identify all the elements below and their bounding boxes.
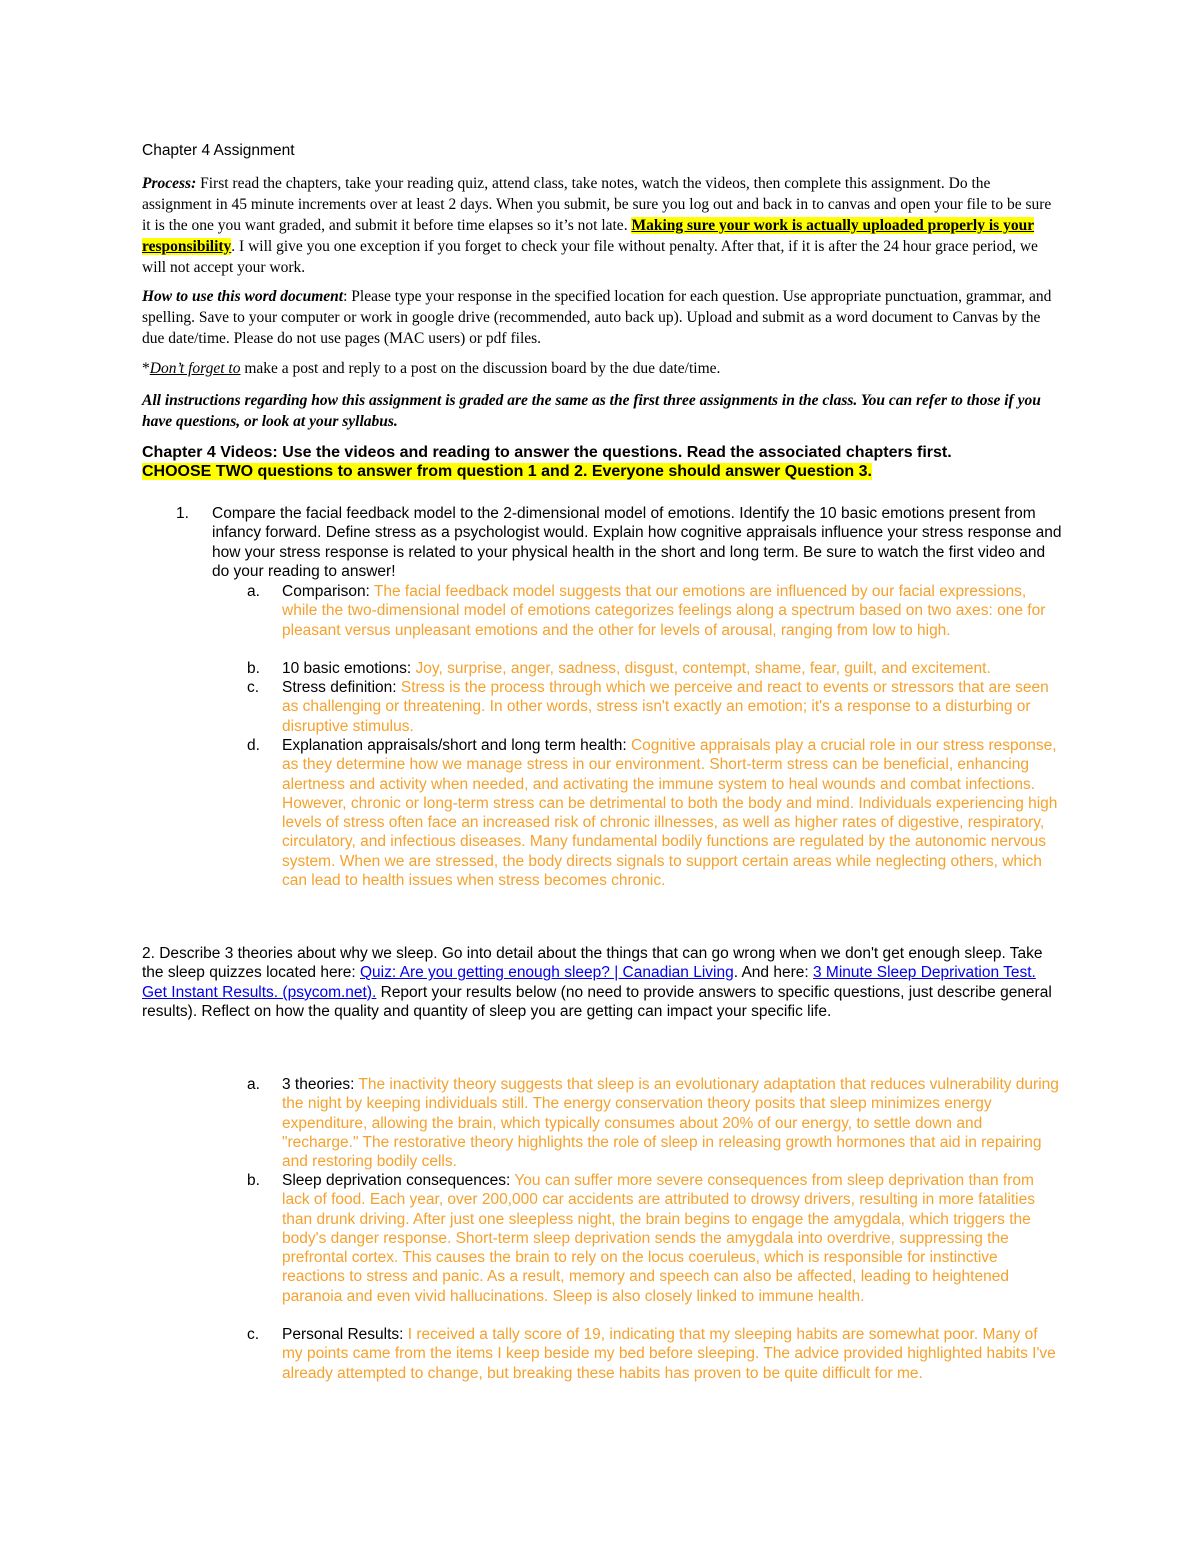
reminder-text: make a post and reply to a post on the discussion board by the due date/time. (240, 360, 721, 377)
q2-prompt-text: 2. Describe 3 theories about why we sleep. Go into detail about the things that can go wrong when we don't get enough sleep. Take the sleep quizzes located here: (142, 945, 1043, 982)
q2-prompt-end: Report your results below (no need to provide answers to specific questions, just describe general results). Reflect on how the quality and quantity of sleep you are getting can impact your specific life. (142, 983, 1052, 1020)
q2-item-a-answer: The inactivity theory suggests that sleep is an evolutionary adaptation that reduces vulnerability during the night by keeping individuals still. The energy conservation theory posits that sleep minimizes energy expenditure, allowing the brain, which typically consumes about 20% of our energy, to settle down and "recharge." The restorative theory highlights the role of sleep in releasing growth hormones that aid in repairing and restoring bodily cells. (282, 1076, 1059, 1171)
process-label: Process: (142, 175, 197, 192)
q1-item-a-letter: a. (247, 583, 260, 600)
grading-note: All instructions regarding how this assignment is graded are the same as the first three assignments in the class. You can refer to those if you have questions, or look at your syllabus. (142, 392, 1041, 430)
process-paragraph (142, 173, 1060, 278)
q1-item-c-letter: c. (247, 679, 260, 696)
reminder-star: * (142, 360, 150, 377)
q2-prompt-and: . And here: (733, 964, 813, 982)
q2-item-a-label: 3 theories: (282, 1076, 359, 1093)
q1-item-b-answer: Joy, surprise, anger, sadness, disgust, contempt, shame, fear, guilt, and excitement. (415, 660, 991, 677)
q1-item-d-letter: d. (247, 737, 260, 754)
process-text: First read the chapters, take your reading quiz, attend class, take notes, watch the videos, then complete this assignment. Do the assignment in 45 minute increments over at least 2 days. When you submit, be sure you log out and back in to canvas and open your file to be sure it is the one you want graded, and submit it before time elapses so it’s not late. (142, 175, 1052, 234)
q1-item-a-label: Comparison: (282, 583, 374, 600)
q1-item-d-label: Explanation appraisals/short and long term health: (282, 737, 631, 754)
q1-item-b-label: 10 basic emotions: (282, 660, 416, 677)
q2-item-a-letter: a. (247, 1076, 260, 1093)
q2-item-c-letter: c. (247, 1326, 260, 1343)
canadian-living-quiz-link[interactable]: Quiz: Are you getting enough sleep? | Canadian Living (360, 964, 734, 982)
document-title: Chapter 4 Assignment (142, 142, 295, 159)
q1-item-c-answer: Stress is the process through which we perceive and react to events or stressors that are seen as challenging or threatening. In other words, stress isn't exactly an emotion; it's a response to a disturbing or disruptive stimulus. (282, 679, 1049, 735)
videos-heading-line2: CHOOSE TWO questions to answer from question 1 and 2. Everyone should answer Question 3. (142, 463, 872, 480)
q1-number: 1. (176, 505, 189, 522)
q1-item-c-label: Stress definition: (282, 679, 401, 696)
q2-item-c-label: Personal Results: (282, 1326, 408, 1343)
q1-prompt: Compare the facial feedback model to the 2-dimensional model of emotions. Identify the 10 basic emotions present from infancy forward. Define stress as a psychologist would. Explain how cognitive appraisals influence your stress response and how your stress response is related to your physical health in the short and long term. Be sure to watch the first video and do your reading to answer! (212, 505, 1062, 580)
reminder-emphasis: Don’t forget to (149, 360, 241, 377)
q2-prompt (142, 944, 1062, 1021)
responsibility-highlight: Making sure your work is actually uploaded properly is your responsibility (142, 217, 1035, 255)
psycom-test-link[interactable]: 3 Minute Sleep Deprivation Test. Get Instant Results. (psycom.net). (142, 964, 1036, 1001)
howto-label: How to use this word document (142, 288, 344, 305)
videos-heading (142, 443, 1060, 481)
reminder-paragraph (142, 358, 1060, 379)
q1-item-a-answer: The facial feedback model suggests that our emotions are influenced by our facial expressions, while the two-dimensional model of emotions categorizes feelings along a spectrum based on two axes: one for pleasant versus unpleasant emotions and the other for levels of arousal, ranging from low to high. (282, 583, 1046, 639)
videos-heading-line1: Chapter 4 Videos: Use the videos and reading to answer the questions. Read the associated chapters first. (142, 444, 952, 461)
q2-item-b-letter: b. (247, 1172, 260, 1189)
q2-item-b-label: Sleep deprivation consequences: (282, 1172, 515, 1189)
q2-item-b-answer: You can suffer more severe consequences from sleep deprivation than from lack of food. Each year, over 200,000 car accidents are attributed to drowsy drivers, resulting in more fatalities than drunk driving. After just one sleepless night, the brain begins to engage the amygdala, which triggers the body's danger response. Short-term sleep deprivation sends the amygdala into overdrive, suppressing the prefrontal cortex. This causes the brain to rely on the locus coeruleus, which is responsible for instinctive reactions to stress and panic. As a result, memory and speech can also be affected, leading to heightened paranoia and even vivid hallucinations. Sleep is also closely linked to immune health. (282, 1172, 1035, 1305)
q1-item-d-answer: Cognitive appraisals play a crucial role in our stress response, as they determine how we manage stress in our environment. Short-term stress can be beneficial, enhancing alertness and activity when needed, and activating the immune system to heal wounds and combat infections. However, chronic or long-term stress can be detrimental to both the body and mind. Individuals experiencing high levels of stress often face an increased risk of chronic illnesses, as well as higher rates of digestive, respiratory, circulatory, and infectious diseases. Many fundamental bodily functions are regulated by the autonomic nervous system. When we are stressed, the body directs signals to support certain areas while neglecting others, which can lead to health issues when stress becomes chronic. (282, 737, 1058, 890)
howto-text: : Please type your response in the specified location for each question. Use appropriate punctuation, grammar, and spelling. Save to your computer or work in google drive (recommended, auto back up). Upload and submit as a word document to Canvas by the due date/time. Please do not use pages (MAC users) or pdf files. (142, 288, 1052, 347)
process-text-end: . I will give you one exception if you forget to check your file without penalty. After that, if it is after the 24 hour grace period, we will not accept your work. (142, 238, 1038, 276)
howto-paragraph (142, 286, 1060, 349)
q1-item-b-letter: b. (247, 660, 260, 677)
q2-item-c-answer: I received a tally score of 19, indicating that my sleeping habits are somewhat poor. Many of my points came from the items I keep beside my bed before sleeping. The advice provided highlighted habits I've already attempted to change, but breaking these habits has proven to be quite difficult for me. (282, 1326, 1056, 1382)
